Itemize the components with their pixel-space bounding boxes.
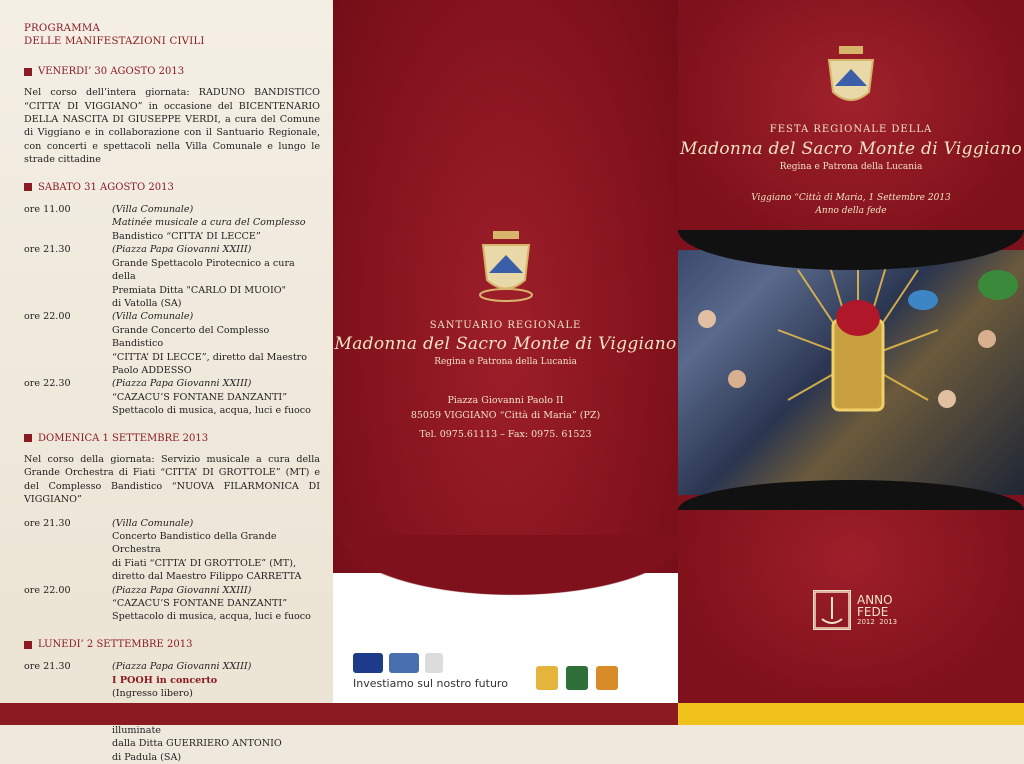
middle-panel xyxy=(333,0,678,725)
yellow-bottom-strip xyxy=(678,703,1024,725)
place: (Villa Comunale) xyxy=(112,517,194,529)
line: di Vatolla (SA) xyxy=(112,297,182,309)
sanctuary-script-title: Madonna del Sacro Monte di Viggiano xyxy=(334,334,677,354)
section-text: Nel corso dell’intera giornata: RADUNO BANDISTICO “CITTA’ DI VIGGIANO” in occasione del BICENTENARIO DELLA NASCITA DI GIUSEPPE VERDI, a cura del Comune di Viggiano e in collaborazione con il Santuario Regionale, con concerti e spettacoli nella Villa Comunale e lungo le strade cittadine xyxy=(24,87,320,166)
line: (Ingresso libero) xyxy=(112,688,193,700)
bullet-square-icon xyxy=(24,434,32,442)
address-block xyxy=(333,393,678,442)
festival-script-title: Madonna del Sacro Monte di Viggiano xyxy=(680,139,1022,159)
bottom-strip xyxy=(333,703,678,725)
sponsor-logos xyxy=(353,640,673,690)
crest-icon xyxy=(822,42,880,114)
place: (Piazza Papa Giovanni XXIII) xyxy=(112,661,252,673)
section-title-text: LUNEDI’ 2 SETTEMBRE 2013 xyxy=(38,638,193,650)
line: Premiata Ditta "CARLO DI MUOIO" xyxy=(112,284,287,296)
investiamo-text: Investiamo sul nostro futuro xyxy=(353,677,508,690)
section-text: Nel corso della giornata: Servizio musicale a cura della Grande Orchestra di Fiati “CITTA’ DI GROTTOLE” (MT) e del Complesso Bandistico “NUOVA FILARMONICA DI VIGGIANO” xyxy=(24,453,320,506)
anno-word: ANNO xyxy=(857,592,893,607)
schedule-row xyxy=(24,517,320,584)
event-date: Viggiano “Città di Maria, 1 Settembre 2013 xyxy=(751,193,951,203)
program-header xyxy=(24,22,320,49)
event-info xyxy=(678,192,1024,218)
line: “CAZACU’S FONTANE DANZANTI” xyxy=(112,391,288,403)
line: diretto dal Maestro Filippo CARRETTA xyxy=(112,571,302,583)
address-line: 85059 VIGGIANO “Città di Maria” (PZ) xyxy=(410,410,601,421)
eu-flag-icon xyxy=(353,653,383,673)
region-logo-icon xyxy=(389,653,419,673)
line: di Padula (SA) xyxy=(112,751,182,763)
phone-line: Tel. 0975.61113 – Fax: 0975. 61523 xyxy=(419,429,592,440)
line: di Fiati “CITTA’ DI GROTTOLE” (MT), xyxy=(112,557,296,569)
right-panel xyxy=(678,0,1024,725)
province-logo-icon xyxy=(536,666,558,690)
header-line-2: DELLE MANIFESTAZIONI CIVILI xyxy=(24,36,205,48)
line: dalla Ditta GUERRIERO ANTONIO xyxy=(112,738,282,750)
time: ore 22.00 xyxy=(24,584,71,596)
apt-logo-icon xyxy=(566,666,588,690)
line: Spettacolo di musica, acqua, luci e fuoco xyxy=(112,611,311,623)
crest-icon xyxy=(475,225,537,305)
bullet-square-icon xyxy=(24,183,32,191)
section-title xyxy=(24,432,320,445)
time: ore 21.30 xyxy=(24,244,71,256)
anno-fede-text xyxy=(857,594,897,627)
line: Grande Concerto del Complesso Bandistico xyxy=(112,324,270,350)
place: (Piazza Papa Giovanni XXIII) xyxy=(112,378,252,390)
program-content xyxy=(24,22,320,764)
golden-rays-icon xyxy=(778,260,938,460)
eu-logos xyxy=(353,653,508,690)
line: Concerto Bandistico della Grande Orchestra xyxy=(112,531,277,556)
section-title-text: DOMENICA 1 SETTEMBRE 2013 xyxy=(38,432,209,444)
schedule-row xyxy=(24,203,320,243)
section-title xyxy=(24,65,320,78)
line: Spettacolo di musica, acqua, luci e fuoco xyxy=(112,405,311,417)
place: (Villa Comunale) xyxy=(112,311,194,323)
section-title xyxy=(24,638,320,651)
anno-years xyxy=(857,618,897,627)
year-end: 2013 xyxy=(879,617,898,626)
line: Grande Spettacolo Pirotecnico a cura della xyxy=(112,257,295,283)
time: ore 21.30 xyxy=(24,661,71,673)
time: ore 22.00 xyxy=(24,311,71,323)
left-panel xyxy=(0,0,333,763)
bullet-square-icon xyxy=(24,641,32,649)
section-title-text: VENERDI’ 30 AGOSTO 2013 xyxy=(38,65,185,77)
fede-word: FEDE xyxy=(857,604,889,619)
schedule-row xyxy=(24,584,320,624)
place: (Piazza Papa Giovanni XXIII) xyxy=(112,584,252,596)
time: ore 22.30 xyxy=(24,378,71,390)
line: Matinée musicale a cura del Complesso xyxy=(112,217,306,229)
year-start: 2012 xyxy=(857,617,875,626)
time: ore 11.00 xyxy=(24,204,71,216)
place: (Villa Comunale) xyxy=(112,204,194,216)
section-title-text: SABATO 31 AGOSTO 2013 xyxy=(38,181,174,193)
line: illuminate xyxy=(112,724,161,736)
place: (Piazza Papa Giovanni XXIII) xyxy=(112,244,252,256)
event-year-theme: Anno della fede xyxy=(815,206,887,216)
sanctuary-subtitle: Regina e Patrona della Lucania xyxy=(434,357,577,367)
schedule-row xyxy=(24,377,320,417)
festival-subtitle: Regina e Patrona della Lucania xyxy=(779,162,923,172)
bullet-square-icon xyxy=(24,68,32,76)
line: Paolo ADDESSO xyxy=(112,364,192,376)
address-line: Piazza Giovanni Paolo II xyxy=(447,395,564,406)
schedule-row xyxy=(24,660,320,700)
italy-emblem-icon xyxy=(425,653,443,673)
red-wave xyxy=(313,535,713,605)
line: Bandistico “CITTA’ DI LECCE” xyxy=(112,230,261,242)
line: “CITTA’ DI LECCE”, diretto dal Maestro xyxy=(112,351,308,363)
comune-logo-icon xyxy=(596,666,618,690)
line: “CAZACU’S FONTANE DANZANTI” xyxy=(112,598,288,610)
section-title xyxy=(24,181,320,194)
header-line-1: PROGRAMMA xyxy=(24,23,101,34)
schedule-row xyxy=(24,243,320,310)
time: ore 21.30 xyxy=(24,517,71,529)
festival-title: FESTA REGIONALE DELLA xyxy=(769,124,933,135)
anno-fede-emblem-icon xyxy=(813,590,851,630)
bottom-strip xyxy=(0,703,333,725)
sanctuary-title: SANTUARIO REGIONALE xyxy=(429,320,582,331)
anno-fede-logo xyxy=(813,590,897,630)
procession-photo xyxy=(678,250,1024,500)
highlight: I POOH in concerto xyxy=(112,674,218,686)
schedule-row xyxy=(24,310,320,377)
